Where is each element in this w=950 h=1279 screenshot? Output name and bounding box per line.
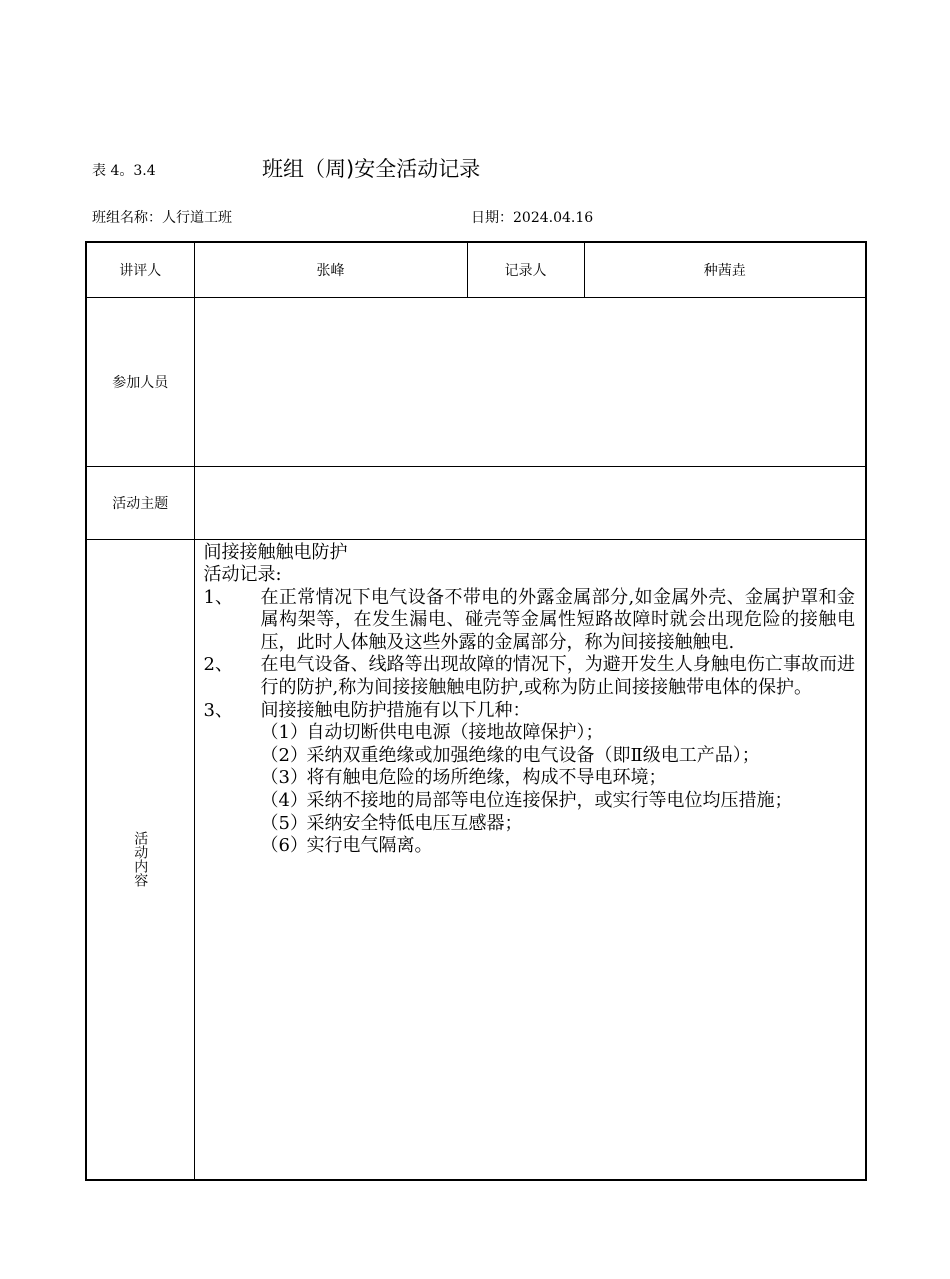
list-item [261, 790, 856, 813]
measure-text: 采纳安全特低电压互感器； [306, 812, 523, 834]
content-label: 活动内容 [132, 831, 149, 888]
measure-number: （6） [260, 835, 308, 857]
measure-text: 采纳不接地的局部等电位连接保护，或实行等电位均压措施； [306, 790, 793, 812]
list-item [261, 745, 856, 768]
content-cell [194, 539, 866, 1180]
table-row [86, 242, 866, 297]
activity-record-table [85, 241, 867, 1181]
table-row [86, 466, 866, 539]
theme-value [194, 466, 866, 539]
measure-text: 自动切断供电电源（接地故障保护）； [306, 722, 604, 744]
table-row [86, 539, 866, 1180]
item-number: 3、 [203, 699, 233, 721]
recorder-value: 种茜垚 [584, 242, 866, 297]
item-text: 在正常情况下电气设备不带电的外露金属部分,如金属外壳、金属护罩和金属构架等，在发生漏电、碰壳等金属性短路故障时就会出现危险的接触电压，此时人体触及这些外露的金属部分，称为间接接触触电. [260, 586, 855, 653]
item-number: 2、 [203, 654, 233, 676]
record-date: 日期：2024.04.16 [471, 210, 594, 226]
participants-value [194, 297, 866, 466]
content-heading: 间接接触触电防护 [203, 541, 348, 563]
list-item [261, 835, 856, 858]
measure-text: 采纳双重绝缘或加强绝缘的电气设备（即Ⅱ级电工产品）； [306, 744, 760, 766]
reviewer-value: 张峰 [194, 242, 467, 297]
table-row [86, 297, 866, 466]
measure-number: （3） [260, 767, 308, 789]
measure-text: 将有触电危险的场所绝缘，构成不导电环境； [306, 767, 667, 789]
content-measures [204, 722, 856, 858]
list-item [261, 767, 856, 790]
record-label: 活动记录: [203, 564, 282, 586]
list-item [204, 654, 856, 699]
page-title: 班组（周)安全活动记录 [262, 157, 481, 181]
participants-label: 参加人员 [86, 297, 194, 466]
measure-number: （2） [260, 744, 308, 766]
measure-number: （5） [260, 812, 308, 834]
team-name: 班组名称：人行道工班 [92, 210, 232, 226]
measure-text: 实行电气隔离。 [306, 835, 433, 857]
list-item [204, 587, 856, 655]
content-items [204, 587, 856, 723]
recorder-label: 记录人 [467, 242, 584, 297]
table-number: 表 4。3.4 [92, 163, 156, 179]
measure-number: （4） [260, 790, 308, 812]
list-item [261, 722, 856, 745]
measure-number: （1） [260, 722, 308, 744]
item-number: 1、 [203, 586, 233, 608]
theme-label: 活动主题 [86, 466, 194, 539]
list-item [261, 813, 856, 836]
item-text: 间接接触电防护措施有以下几种： [260, 699, 531, 721]
content-label-cell [86, 539, 194, 1180]
item-text: 在电气设备、线路等出现故障的情况下，为避开发生人身触电伤亡事故而进行的防护,称为间接接触触电防护,或称为防止间接接触带电体的保护。 [260, 654, 855, 699]
reviewer-label: 讲评人 [86, 242, 194, 297]
list-item [204, 700, 856, 723]
